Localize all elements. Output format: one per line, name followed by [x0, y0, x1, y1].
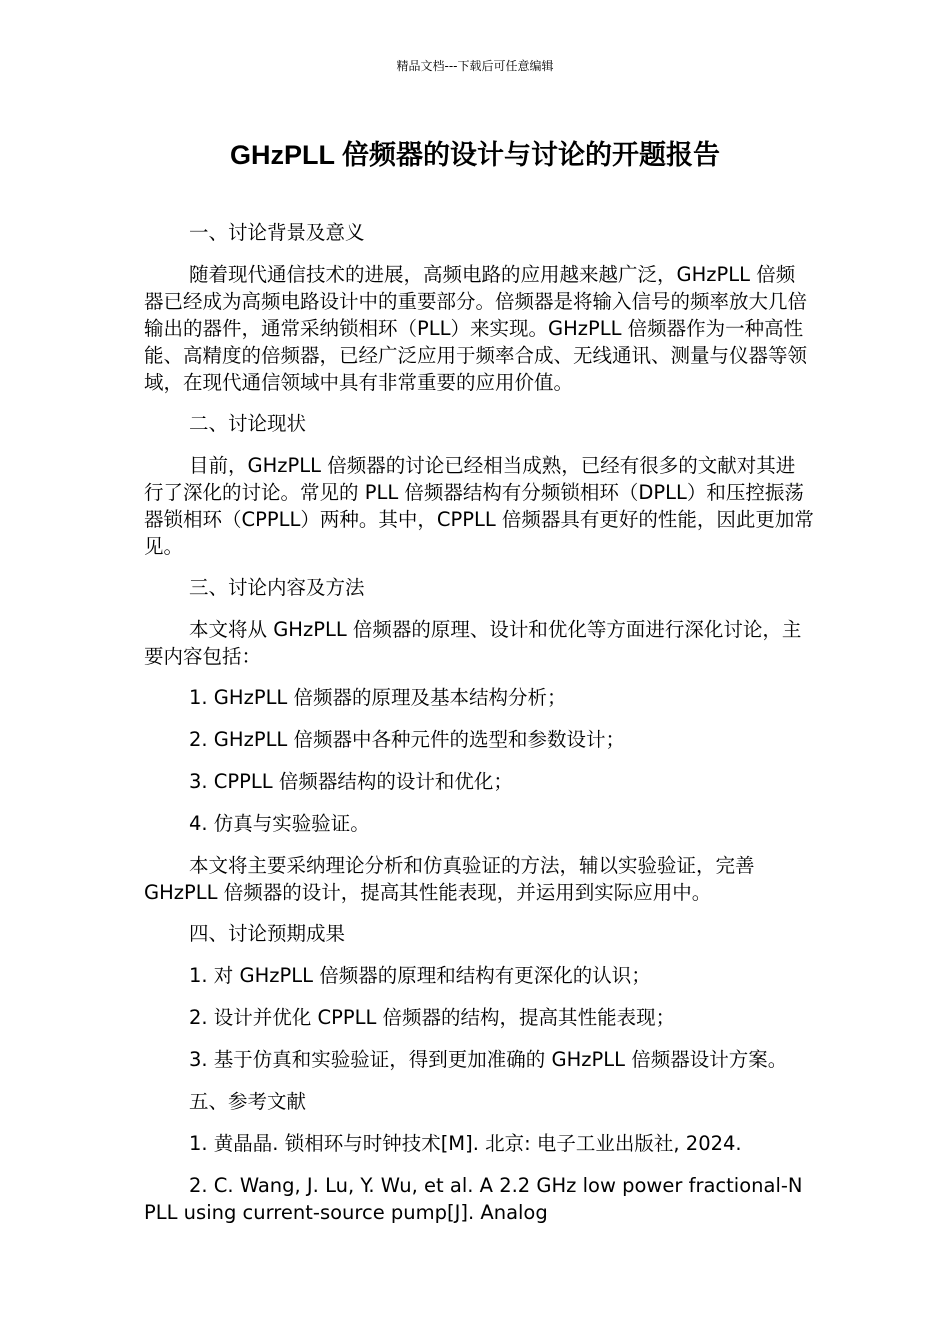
section-3-list-item: 2. GHzPLL 倍频器中各种元件的选型和参数设计； [189, 728, 625, 751]
section-4-list-item: 2. 设计并优化 CPPLL 倍频器的结构，提高其性能表现； [189, 1006, 676, 1029]
section-4-list-item: 3. 基于仿真和实验验证，得到更加准确的 GHzPLL 倍频器设计方案。 [189, 1048, 788, 1071]
reference-item: 1. 黄晶晶. 锁相环与时钟技术[M]. 北京: 电子工业出版社, 2024. [189, 1132, 742, 1155]
section-5-heading: 五、参考文献 [189, 1090, 307, 1113]
section-4-heading: 四、讨论预期成果 [189, 922, 346, 945]
section-1-heading: 一、讨论背景及意义 [189, 221, 365, 244]
document-body [144, 219, 814, 1241]
section-3-method: 本文将主要采纳理论分析和仿真验证的方法，辅以实验验证，完善 GHzPLL 倍频器的设计，提高其性能表现，并运用到实际应用中。 [144, 854, 755, 904]
section-3-intro: 本文将从 GHzPLL 倍频器的原理、设计和优化等方面进行深化讨论，主要内容包括： [144, 618, 802, 668]
section-2-paragraph: 目前，GHzPLL 倍频器的讨论已经相当成熟，已经有很多的文献对其进行了深化的讨论。常见的 PLL 倍频器结构有分频锁相环（DPLL）和压控振荡器锁相环（CPPLL）两种。其中，CPPLL 倍频器具有更好的性能，因此更加常见。 [144, 454, 814, 558]
section-3-list-item: 4. 仿真与实验验证。 [189, 812, 370, 835]
page-header-note: 精品文档---下载后可任意编辑 [396, 59, 554, 73]
section-4-list-item: 1. 对 GHzPLL 倍频器的原理和结构有更深化的认识； [189, 964, 651, 987]
section-3-list-item: 1. GHzPLL 倍频器的原理及基本结构分析； [189, 686, 567, 709]
document-title: GHzPLL 倍频器的设计与讨论的开题报告 [229, 140, 720, 170]
reference-item: 2. C. Wang, J. Lu, Y. Wu, et al. A 2.2 GHz low power fractional-N PLL using current-source pump[J]. Analog [144, 1174, 803, 1224]
section-2-heading: 二、讨论现状 [189, 412, 307, 435]
section-3-heading: 三、讨论内容及方法 [189, 576, 365, 599]
section-1-paragraph: 随着现代通信技术的进展，高频电路的应用越来越广泛，GHzPLL 倍频器已经成为高频电路设计中的重要部分。倍频器是将输入信号的频率放大几倍输出的器件，通常采纳锁相环（PLL）来实现。GHzPLL 倍频器作为一种高性能、高精度的倍频器，已经广泛应用于频率合成、无线通讯、测量与仪器等领域，在现代通信领域中具有非常重要的应用价值。 [144, 263, 808, 394]
section-3-list-item: 3. CPPLL 倍频器结构的设计和优化； [189, 770, 513, 793]
